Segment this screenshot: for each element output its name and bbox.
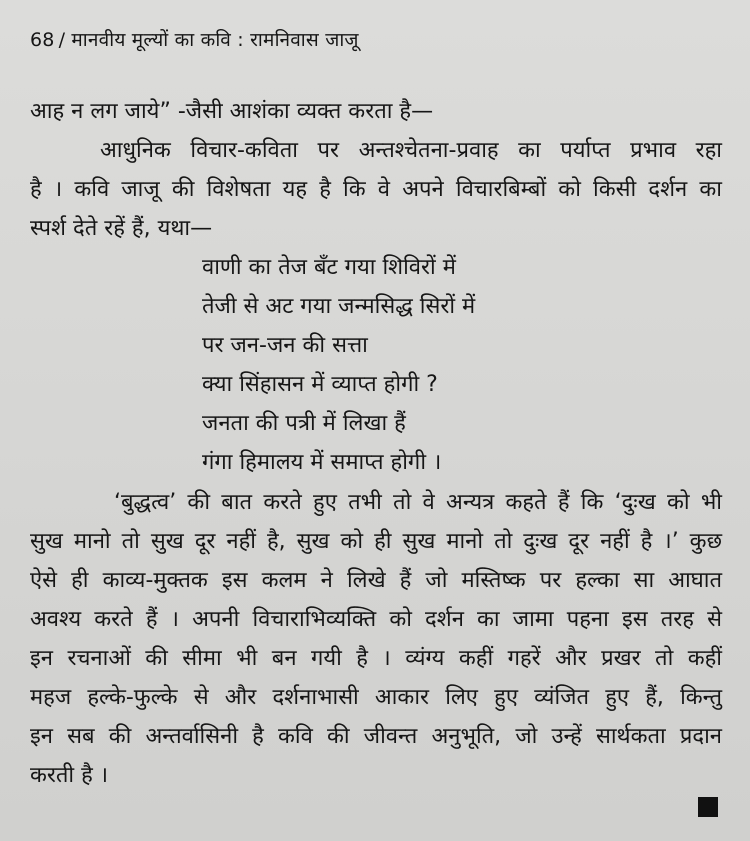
text-line: ऐसे ही काव्य-मुक्तक इस कलम ने लिखे हैं जो मस्तिष्क पर हल्का सा आघात [30,568,722,593]
poem-line: वाणी का तेज बँट गया शिविरों में [202,255,456,280]
poem-line: गंगा हिमालय में समाप्त होगी । [202,450,442,475]
text-line: अवश्य करते हैं । अपनी विचाराभिव्यक्ति को दर्शन का जामा पहना इस तरह से [30,607,722,632]
poem-line: पर जन-जन की सत्ता [202,333,368,358]
text-line: स्पर्श देते रहें हैं, यथा— [30,216,213,241]
poem-line: जनता की पत्री में लिखा हैं [202,411,406,436]
text-line: महज हल्के-फुल्के से और दर्शनाभासी आकार लिए हुए व्यंजित हुए हैं, किन्तु [30,685,722,710]
text-line: ‘बुद्धत्व’ की बात करते हुए तभी तो वे अन्यत्र कहते हैं कि ‘दुःख को भी [114,490,722,515]
poem-line: तेजी से अट गया जन्मसिद्ध सिरों में [202,294,476,319]
text-line: इन सब की अन्तर्वासिनी है कवि की जीवन्त अनुभूति, जो उन्हें सार्थकता प्रदान [30,724,722,749]
text-line: आह न लग जाये” -जैसी आशंका व्यक्त करता है— [30,99,434,124]
text-line: इन रचनाओं की सीमा भी बन गयी है । व्यंग्य कहीं गहरें और प्रखर तो कहीं [30,646,722,671]
text-line: सुख मानो तो सुख दूर नहीं है, सुख को ही सुख मानो तो दुःख दूर नहीं है ।’ कुछ [30,529,722,554]
end-of-section-mark [698,797,718,817]
text-line: आधुनिक विचार-कविता पर अन्तश्चेतना-प्रवाह का पर्याप्त प्रभाव रहा [100,138,722,163]
text-line: करती है । [30,763,109,788]
text-line: है । कवि जाजू की विशेषता यह है कि वे अपने विचारबिम्बों को किसी दर्शन का [30,177,722,202]
poem-line: क्या सिंहासन में व्याप्त होगी ? [202,372,438,397]
running-header [30,26,359,52]
page-number: 68 [30,29,55,51]
running-title: / मानवीय मूल्यों का कवि : रामनिवास जाजू [58,29,359,51]
